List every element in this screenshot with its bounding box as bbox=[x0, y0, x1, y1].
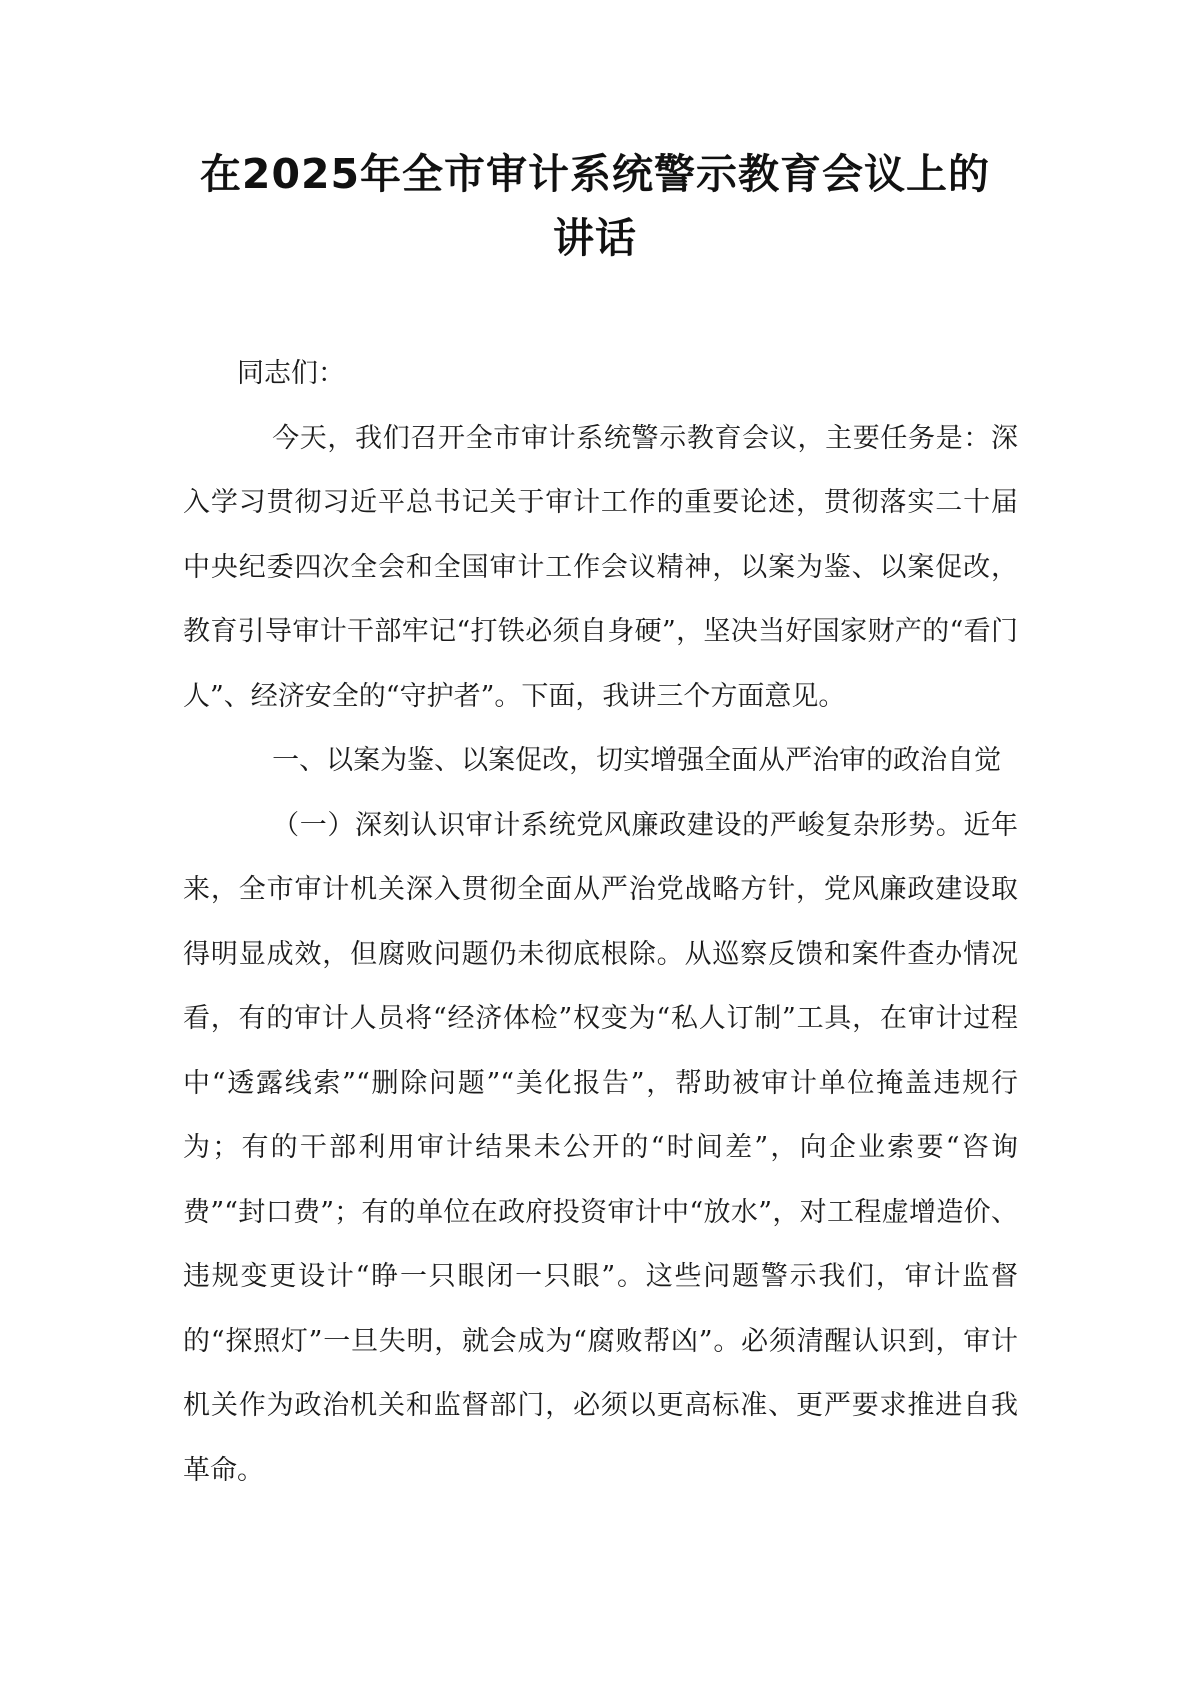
paragraph-subsection-1: （一）深刻认识审计系统党风廉政建设的严峻复杂形势。近年来，全市审计机关深入贯彻全面从严治党战略方针，党风廉政建设取得明显成效，但腐败问题仍未彻底根除。从巡察反馈和案件查办情况看，有的审计人员将“经济体检”权变为“私人订制”工具，在审计过程中“透露线索”“删除问题”“美化报告”，帮助被审计单位掩盖违规行为；有的干部利用审计结果未公开的“时间差”，向企业索要“咨询费”“封口费”；有的单位在政府投资审计中“放水”，对工程虚增造价、违规变更设计“睁一只眼闭一只眼”。这些问题警示我们，审计监督的“探照灯”一旦失明，就会成为“腐败帮凶”。必须清醒认识到，审计机关作为政治机关和监督部门，必须以更高标准、更严要求推进自我革命。 bbox=[183, 809, 1018, 1486]
paragraph-intro: 今天，我们召开全市审计系统警示教育会议，主要任务是：深入学习贯彻习近平总书记关于审计工作的重要论述，贯彻落实二十届中央纪委四次全会和全国审计工作会议精神，以案为鉴、以案促改，教育引导审计干部牢记“打铁必须自身硬”，坚决当好国家财产的“看门人”、经济安全的“守护者”。下面，我讲三个方面意见。 bbox=[183, 422, 1018, 712]
document-body bbox=[183, 342, 1018, 1503]
document-title bbox=[150, 142, 1040, 270]
title-line-2: 讲话 bbox=[553, 214, 637, 262]
section-heading-1: 一、以案为鉴、以案促改，切实增强全面从严治审的政治自觉 bbox=[272, 745, 1002, 776]
title-line-1: 在2025年全市审计系统警示教育会议上的 bbox=[199, 150, 991, 198]
salutation: 同志们： bbox=[237, 358, 345, 389]
